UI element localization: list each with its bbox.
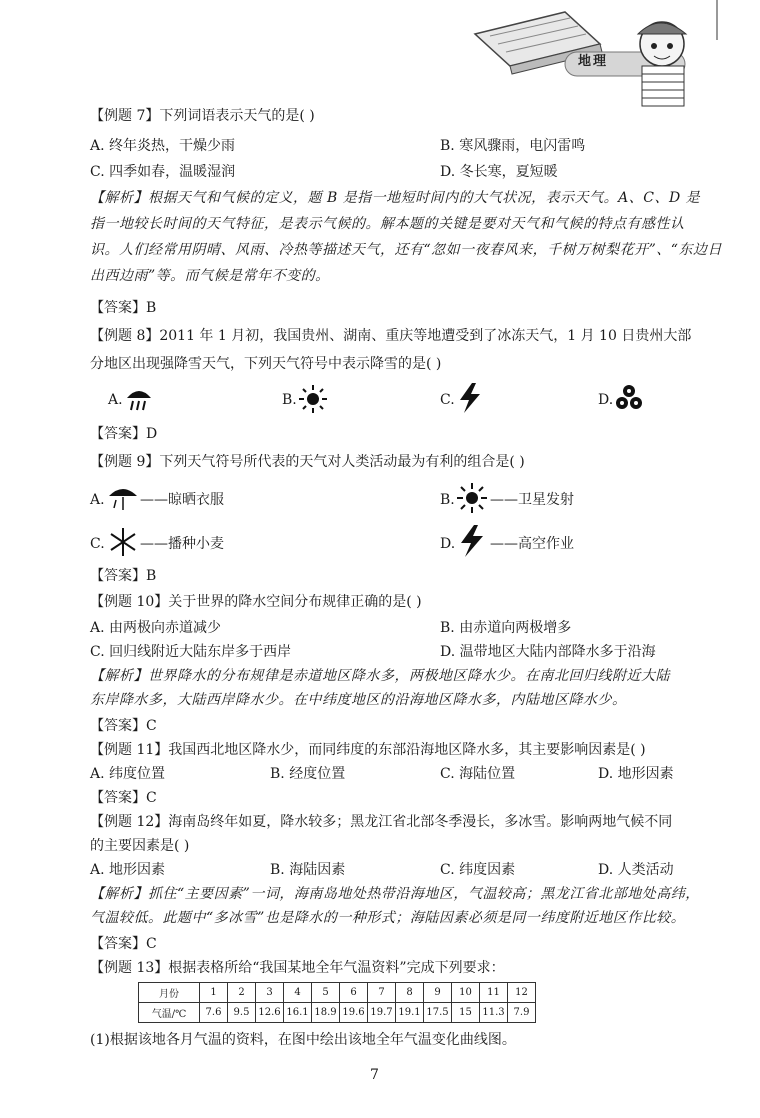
table-cell-month: 8 bbox=[396, 983, 424, 1003]
q9-option-d-label: D. bbox=[440, 536, 456, 552]
table-cell-temperature: 17.5 bbox=[424, 1003, 452, 1023]
question-12-stem-1: 【例题 12】海南岛终年如夏，降水较多；黑龙江省北部冬季漫长，多冰雪。影响两地气候不同 bbox=[90, 814, 673, 830]
q7-option-c: C. 四季如春，温暖湿润 bbox=[90, 164, 236, 180]
q7-explanation-line-3: 识。人们经常用阴晴、风雨、冷热等描述天气，还有“忽如一夜春风来，千树万树梨花开”、“东边日 bbox=[90, 242, 722, 258]
q13-subquestion-1: (1)根据该地各月气温的资料，在图中绘出该地全年气温变化曲线图。 bbox=[90, 1032, 516, 1048]
page-number: 7 bbox=[370, 1067, 379, 1083]
table-cell-temperature: 19.1 bbox=[396, 1003, 424, 1023]
table-cell-month: 12 bbox=[508, 983, 536, 1003]
q11-answer: 【答案】C bbox=[90, 790, 157, 806]
snowflake-symbol-icon bbox=[106, 526, 140, 558]
table-cell-temperature: 7.6 bbox=[200, 1003, 228, 1023]
q8-option-b-label: B. bbox=[282, 392, 297, 408]
q10-answer: 【答案】C bbox=[90, 718, 157, 734]
question-9-stem: 【例题 9】下列天气符号所代表的天气对人类活动最为有利的组合是( ) bbox=[90, 454, 525, 470]
rain-symbol-icon bbox=[124, 384, 154, 414]
q11-option-d: D. 地形因素 bbox=[598, 766, 674, 782]
q7-option-a: A. 终年炎热，干燥少雨 bbox=[90, 138, 236, 154]
q10-option-a: A. 由两极向赤道减少 bbox=[90, 620, 222, 636]
q9-answer: 【答案】B bbox=[90, 568, 157, 584]
q10-explanation-line-1: 【解析】世界降水的分布规律是赤道地区降水多，两极地区降水少。在南北回归线附近大陆 bbox=[90, 668, 670, 684]
q8-option-c-label: C. bbox=[440, 392, 455, 408]
table-cell-month: 11 bbox=[480, 983, 508, 1003]
q7-explanation-line-2: 指一地较长时间的天气特征，是表示气候的。解本题的关键是要对天气和气候的特点有感性认 bbox=[90, 216, 685, 232]
question-10-stem: 【例题 10】关于世界的降水空间分布规律正确的是( ) bbox=[90, 594, 422, 610]
q9-option-c-text: ——播种小麦 bbox=[140, 536, 224, 552]
table-cell-month: 2 bbox=[228, 983, 256, 1003]
table-row-months bbox=[139, 983, 536, 1003]
question-12-stem-2: 的主要因素是( ) bbox=[90, 838, 190, 854]
table-cell-temperature: 7.9 bbox=[508, 1003, 536, 1023]
q12-explanation-line-1: 【解析】抓住“主要因素”一词，海南岛地处热带沿海地区，气温较高；黑龙江省北部地处高纬， bbox=[90, 886, 700, 902]
question-11-stem: 【例题 11】我国西北地区降水少，而同纬度的东部沿海地区降水多，其主要影响因素是( ) bbox=[90, 742, 646, 758]
q11-option-b: B. 经度位置 bbox=[270, 766, 346, 782]
q9-option-b-label: B. bbox=[440, 492, 455, 508]
table-cell-month: 9 bbox=[424, 983, 452, 1003]
table-cell-temperature: 19.7 bbox=[368, 1003, 396, 1023]
table-cell-temperature: 16.1 bbox=[284, 1003, 312, 1023]
table-header-temperature: 气温/℃ bbox=[139, 1003, 200, 1023]
q9-option-a-label: A. bbox=[90, 492, 105, 508]
table-row-temps bbox=[139, 1003, 536, 1023]
q10-explanation-line-2: 东岸降水多，大陆西岸降水少。在中纬度地区的沿海地区降水多，内陆地区降水少。 bbox=[90, 692, 627, 708]
temperature-table bbox=[138, 982, 536, 1023]
table-cell-month: 3 bbox=[256, 983, 284, 1003]
q10-option-c: C. 回归线附近大陆东岸多于西岸 bbox=[90, 644, 292, 660]
table-header-month: 月份 bbox=[139, 983, 200, 1003]
q9-option-d-text: ——高空作业 bbox=[490, 536, 574, 552]
table-cell-temperature: 15 bbox=[452, 1003, 480, 1023]
q11-option-c: C. 海陆位置 bbox=[440, 766, 516, 782]
q10-option-b: B. 由赤道向两极增多 bbox=[440, 620, 572, 636]
lightning-symbol-icon-2 bbox=[456, 524, 488, 558]
table-cell-temperature: 19.6 bbox=[340, 1003, 368, 1023]
subject-label: 地理 bbox=[578, 54, 609, 69]
q11-option-a: A. 纬度位置 bbox=[90, 766, 166, 782]
q9-option-a-text: ——晾晒衣服 bbox=[140, 492, 224, 508]
q7-option-d: D. 冬长寒，夏短暖 bbox=[440, 164, 558, 180]
table-cell-temperature: 18.9 bbox=[312, 1003, 340, 1023]
q9-option-c-label: C. bbox=[90, 536, 105, 552]
table-cell-month: 7 bbox=[368, 983, 396, 1003]
table-cell-month: 10 bbox=[452, 983, 480, 1003]
q9-option-b-text: ——卫星发射 bbox=[490, 492, 574, 508]
question-8-stem-1: 【例题 8】2011 年 1 月初，我国贵州、湖南、重庆等地遭受到了冰冻天气，1 月 10 日贵州大部 bbox=[90, 328, 692, 344]
q7-explanation-line-1: 【解析】根据天气和气候的定义，题 B 是指一地短时间内的大气状况，表示天气。A、C、D 是 bbox=[90, 190, 701, 206]
q12-option-a: A. 地形因素 bbox=[90, 862, 166, 878]
table-cell-month: 6 bbox=[340, 983, 368, 1003]
q7-explanation-line-4: 出西边雨”等。而气候是常年不变的。 bbox=[90, 268, 330, 284]
sun-symbol-icon bbox=[298, 384, 328, 414]
question-7-stem: 【例题 7】下列词语表示天气的是( ) bbox=[90, 108, 315, 124]
q12-option-d: D. 人类活动 bbox=[598, 862, 674, 878]
q10-option-d: D. 温带地区大陆内部降水多于沿海 bbox=[440, 644, 656, 660]
q12-explanation-line-2: 气温较低。此题中“多冰雪”也是降水的一种形式；海陆因素必须是同一纬度附近地区作比较。 bbox=[90, 910, 686, 926]
table-cell-month: 1 bbox=[200, 983, 228, 1003]
question-13-stem: 【例题 13】根据表格所给“我国某地全年气温资料”完成下列要求： bbox=[90, 960, 505, 976]
table-cell-temperature: 12.6 bbox=[256, 1003, 284, 1023]
q7-option-b: B. 寒风骤雨，电闪雷鸣 bbox=[440, 138, 586, 154]
q12-option-b: B. 海陆因素 bbox=[270, 862, 346, 878]
q8-option-a-label: A. bbox=[108, 392, 123, 408]
q8-answer: 【答案】D bbox=[90, 426, 158, 442]
q12-option-c: C. 纬度因素 bbox=[440, 862, 516, 878]
table-cell-month: 4 bbox=[284, 983, 312, 1003]
snow-symbol-icon bbox=[614, 384, 644, 412]
rain-symbol-icon-2 bbox=[106, 482, 140, 514]
q12-answer: 【答案】C bbox=[90, 936, 157, 952]
sun-symbol-icon-2 bbox=[456, 482, 488, 514]
q7-answer: 【答案】B bbox=[90, 300, 157, 316]
table-cell-temperature: 11.3 bbox=[480, 1003, 508, 1023]
q8-option-d-label: D. bbox=[598, 392, 614, 408]
header-rule bbox=[716, 0, 718, 40]
table-cell-temperature: 9.5 bbox=[228, 1003, 256, 1023]
lightning-symbol-icon bbox=[456, 382, 484, 414]
question-8-stem-2: 分地区出现强降雪天气，下列天气符号中表示降雪的是( ) bbox=[90, 356, 442, 372]
table-cell-month: 5 bbox=[312, 983, 340, 1003]
